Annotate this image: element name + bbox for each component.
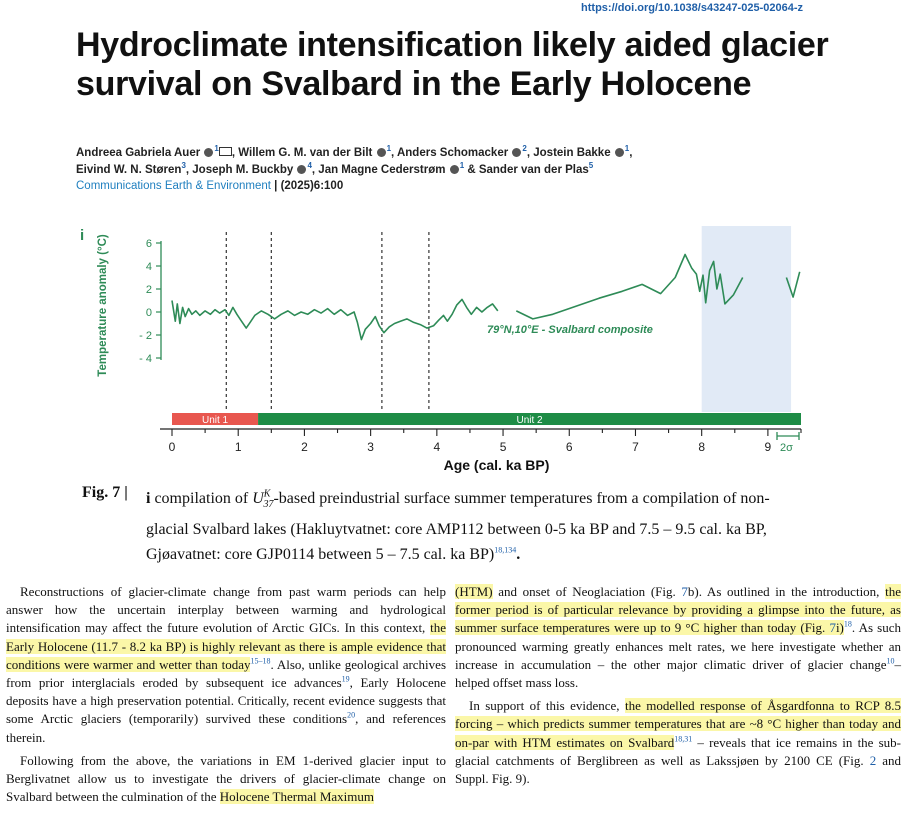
author-name: , Joseph M. Buckby [185, 164, 294, 176]
citation-ref[interactable]: 18,31 [674, 734, 693, 744]
x-axis-label: Age (cal. ka BP) [443, 457, 550, 473]
author-name: , Willem G. M. van der Bilt [231, 147, 373, 159]
right-column [455, 583, 901, 788]
x-tick-label: 5 [499, 440, 507, 454]
author-name: Andreea Gabriela Auer [76, 147, 201, 159]
x-tick-label: 8 [698, 440, 706, 454]
y-tick-label: 2 [145, 284, 152, 296]
citation-info: | (2025)6:100 [274, 180, 344, 192]
y-tick-label: 0 [145, 307, 152, 319]
paragraph: Reconstructions of glacier-climate change from past warm periods can help answer how the uncertain interplay between warming and hydrological intensification may affect the future evolution of Arctic GICs. In this context, the Early Holocene (11.7 - 8.2 ka BP) is highly relevant as there is ample evidence that conditions were warmer and wetter than today$^{15-18}$. Also, unlike geological archives from prior interglacials eroded by subsequent ice advances$^{19}$, Early Holocene deposits have a high preservation potential. Critically, recent evidence suggests that some Arctic glaciers (temporarily) survived these conditions$^{20}$, and references therein. [6, 584, 447, 745]
citation-ref[interactable]: 10 [886, 656, 895, 666]
y-tick-label: 4 [145, 261, 152, 273]
author-name: , Jostein Bakke [526, 147, 611, 159]
figure-ref[interactable]: 2 [869, 752, 877, 768]
x-tick-label: 0 [168, 440, 176, 454]
author-name: , Anders Schomacker [391, 147, 509, 159]
figure-ref[interactable]: 7 [681, 584, 688, 599]
citation-ref[interactable]: 20 [347, 711, 356, 721]
author-list: Andreea Gabriela Auer $^1$ , Willem G. M. van der Bilt $^1$, Anders Schomacker $^2$, Jostein Bakke $^1$, Eivind W. N. Støren$^3$, Joseph M. Buckby $^4$, Jan Magne Cederstrøm $^1$ & Sander van der Plas$^5$ [76, 144, 633, 176]
paragraph: (HTM) and onset of Neoglaciation (Fig. 7b). As outlined in the introduction, the former period is of particular relevance by providing a glimpse into the future, as summer surface temperatures were up to 9 °C higher than today (Fig. 7i)$^{18}$. As such pronounced warming greatly enhances melt rates, we here investigate whether an increase in accumulation – the other major climatic driver of glacier change$^{10}$– helped offset mass loss. [455, 584, 901, 691]
highlighted-text: the modelled response of Åsgardfonna to RCP 8.5 forcing – which predicts summer temperatures that are ~8 °C higher than today and on-par with HTM estimates on Svalbard [455, 698, 902, 750]
author-name: , Jan Magne Cederstrøm [311, 164, 446, 176]
paper-title: Hydroclimate intensification likely aided glacier survival on Svalbard in the Early Holocene [76, 26, 829, 103]
caption-text: -based preindustrial surface summer temperatures from a compilation of non-glacial Svalbard lakes (Hakluytvatnet: core AMP112 between 0-5 ka BP and 7.5 – 9.5 cal. ka BP, Gjøavatnet: core GJP0114 between 5 – 7.5 cal. ka BP) [146, 490, 770, 564]
author-name: Eivind W. N. Støren [76, 164, 182, 176]
x-tick-label: 2 [301, 440, 308, 454]
highlighted-text: the Early Holocene (11.7 - 8.2 ka BP) is highly relevant as there is ample evidence that conditions were warmer and wetter than today [6, 620, 446, 672]
left-column [6, 583, 446, 806]
unit-label: Unit 2 [516, 415, 543, 426]
figure-label: Fig. 7 | [82, 484, 128, 501]
x-tick-label: 3 [367, 440, 374, 454]
series-line [172, 299, 498, 339]
y-tick-label: - 2 [139, 330, 152, 342]
caption-text: compilation of [150, 490, 253, 507]
doi-link[interactable]: https://doi.org/10.1038/s43247-025-02064-z [581, 2, 803, 14]
figure-caption: i compilation of $U^K_{37}$-based preindustrial surface summer temperatures from a compilation of non-glacial Svalbard lakes (Hakluytvatnet: core AMP112 between 0-5 ka BP and 7.5 – 9.5 cal. ka BP, Gjøavatnet: core GJP0114 between 5 – 7.5 cal. ka BP)$^{18,134}$. [146, 488, 770, 564]
highlighted-text: Holocene Thermal Maximum [219, 789, 374, 805]
highlighted-text: (HTM) [455, 584, 493, 599]
citation-ref[interactable]: 18,134 [494, 545, 517, 555]
unit-label: Unit 1 [201, 415, 229, 426]
x-tick-label: 7 [632, 440, 639, 454]
citation-ref[interactable]: 18 [843, 620, 852, 630]
highlighted-text: the former period is of particular relevance by providing a glimpse into the future, as summer surface temperatures were up to 9 °C higher than today (Fig. [455, 584, 901, 636]
panel-label: i [80, 227, 85, 244]
citation-ref[interactable]: 19 [341, 674, 350, 684]
sigma-label: 2σ [780, 442, 793, 454]
y-tick-label: - 4 [139, 353, 152, 365]
x-tick-label: 4 [433, 440, 441, 454]
shaded-region [702, 226, 791, 412]
x-tick-label: 6 [565, 440, 573, 454]
paragraph: Following from the above, the variations in EM 1-derived glacier input to Berglivatnet allow us to investigate the drivers of glacier-climate change on Svalbard between the culmination of the Holocene Thermal Maximum [6, 752, 446, 805]
journal-name[interactable]: Communications Earth & Environment [76, 180, 271, 192]
figure-ref[interactable]: 7 [829, 620, 836, 636]
y-axis-label: Temperature anomaly (°C) [97, 234, 109, 377]
x-tick-label: 1 [234, 440, 242, 454]
caption-panel-label: i [146, 490, 151, 507]
x-tick-label: 9 [764, 440, 772, 454]
series-annotation: 79°N,10°E - Svalbard composite [487, 324, 653, 336]
author-name: & Sander van der Plas [464, 164, 589, 176]
y-tick-label: 6 [145, 238, 152, 250]
proxy-symbol: $U^K_{37}$ [252, 488, 274, 511]
citation-ref[interactable]: 15–18 [250, 656, 271, 666]
paragraph: In support of this evidence, the modelled response of Åsgardfonna to RCP 8.5 forcing – which predicts summer temperatures that are ~8 °C higher than today and on-par with HTM estimates on Svalbard$^{18,31}$ – reveals that ice remains in the sub-glacial catchments of Berglibreen as well as Lakssjøen by 2100 CE (Fig. 2 and Suppl. Fig. 9). [455, 698, 902, 787]
